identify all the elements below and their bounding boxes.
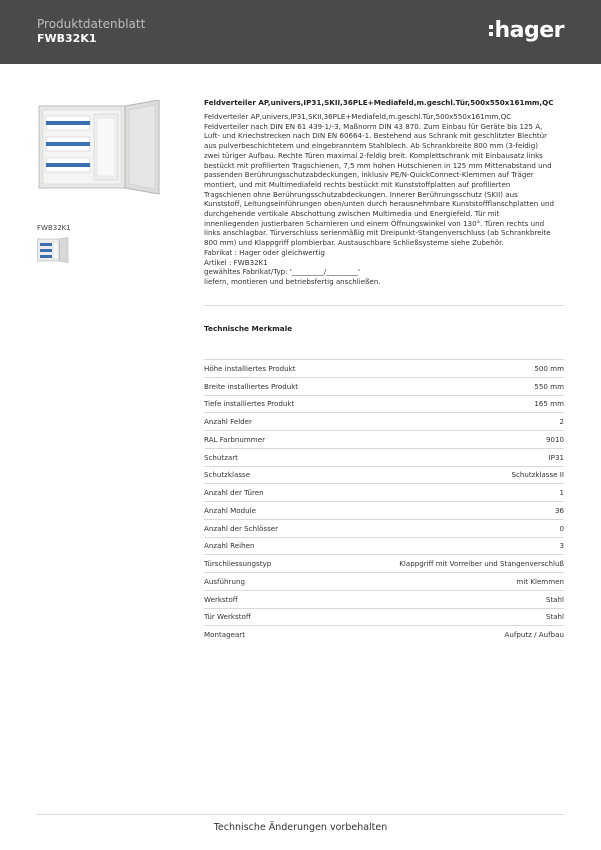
- spec-value: Stahl: [545, 612, 564, 622]
- description-line: aus pulverbeschichtetem und eingebranntem Stahlblech. Ab Schrankbreite 800 mm (3-feldig): [204, 141, 539, 151]
- spec-value: 500 mm: [534, 363, 564, 373]
- spec-value: 9010: [545, 434, 564, 444]
- spec-row: [204, 625, 564, 643]
- spec-label: Ausführung: [204, 576, 245, 586]
- description-line: gewähltes Fabrikat/Typ: '_________/_________': [204, 267, 360, 277]
- spec-row: [204, 501, 564, 519]
- spec-row: [204, 377, 564, 395]
- description-line: durchgehende vertikale Abschottung zwischen Multimedia und Energiefeld. Tür mit: [204, 209, 500, 219]
- spec-label: Anzahl Reihen: [204, 541, 255, 551]
- cabinet-thumbnail[interactable]: [37, 237, 69, 263]
- description-line: Kunststoff, Leitungseinführungen oben/unten durch herausnehmbare Kunststoffflanschplatten und: [204, 199, 555, 209]
- description-line: liefern, montieren und betriebsfertig anschließen.: [204, 276, 381, 286]
- spec-value: 0: [559, 523, 564, 533]
- spec-label: Breite installiertes Produkt: [204, 381, 299, 391]
- logo-text: hager: [494, 17, 564, 43]
- spec-value: Stahl: [545, 594, 564, 604]
- spec-row: [204, 430, 564, 448]
- description-line: innenliegenden justierbaren Scharnieren und einem Öffnungswinkel von 130°. Türen rechts und: [204, 218, 545, 228]
- spec-value: 2: [559, 417, 564, 427]
- description-line: bestückt mit profilierten Tragschienen, 7,5 mm hohen Hutschienen in 125 mm Mittenabstand und: [204, 160, 552, 170]
- spec-row: [204, 448, 564, 466]
- spec-value: IP31: [548, 452, 564, 462]
- spec-label: Anzahl der Türen: [204, 488, 264, 498]
- page-header: [0, 0, 601, 64]
- spec-label: RAL Farbnummer: [204, 434, 265, 444]
- spec-label: Anzahl der Schlösser: [204, 523, 279, 533]
- spec-label: Montageart: [204, 630, 245, 640]
- description-line: Tragschienen ohne Berührungsschutzabdeckungen. Innerer Berührungsschutz (SKII) aus: [204, 189, 518, 199]
- spec-row: [204, 572, 564, 590]
- spec-label: Werkstoff: [204, 594, 238, 604]
- spec-label: Höhe installiertes Produkt: [204, 363, 296, 373]
- spec-value: 36: [554, 505, 564, 515]
- spec-table: [204, 359, 564, 643]
- description-line: Luft- und Kriechstrecken nach DIN EN 60664-1. Bestehend aus Schrank mit geschlitzter Blechtür: [204, 131, 548, 141]
- description-line: montiert, und mit Multimediafeld rechts bestückt mit Kunststoffplatten auf profilierten: [204, 179, 511, 189]
- spec-value: 1: [559, 488, 564, 498]
- spec-label: Tür Werkstoff: [204, 612, 251, 622]
- spec-value: 165 mm: [534, 399, 564, 409]
- description-line: Fabrikat : Hager oder gleichwertig: [204, 247, 325, 257]
- spec-row: [204, 554, 564, 572]
- distribution-cabinet-image: [37, 100, 161, 196]
- spec-row: [204, 395, 564, 413]
- spec-value: 550 mm: [534, 381, 564, 391]
- spec-row: [204, 466, 564, 484]
- description-line: Feldverteiler nach DIN EN 61 439-1/-3, Maßnorm DIN 43 870. Zum Einbau für Geräte bis 125 A,: [204, 121, 543, 131]
- product-code: FWB32K1: [37, 32, 97, 45]
- product-description: [204, 112, 566, 287]
- divider: [204, 305, 564, 306]
- spec-row: [204, 590, 564, 608]
- spec-row: [204, 483, 564, 501]
- product-title: Feldverteiler AP,univers,IP31,SKII,36PLE+Mediafeld,m.geschl.Tür,500x550x161mm,QC: [204, 98, 554, 107]
- document-type: Produktdatenblatt: [37, 17, 146, 31]
- description-line: passenden Berührungsschutzabdeckungen, inklusiv PE/N-QuickConnect-Klemmen auf Träger: [204, 170, 534, 180]
- description-line: Artikel : FWB32K1: [204, 257, 268, 267]
- description-line: Feldverteiler AP,univers,IP31,SKII,36PLE+Mediafeld,m.geschl.Tür,500x550x161mm,QC: [204, 112, 512, 121]
- spec-value: 3: [559, 541, 564, 551]
- spec-label: Anzahl Module: [204, 505, 256, 515]
- spec-value: Schutzklasse II: [511, 470, 564, 480]
- description-line: 800 mm) und Klappgriff plombierbar. Austauschbare Schließsysteme siehe Zubehör.: [204, 238, 504, 248]
- spec-value: mit Klemmen: [516, 576, 564, 586]
- hager-logo: [489, 15, 564, 45]
- thumbnail-label: FWB32K1: [37, 224, 71, 232]
- spec-row: [204, 359, 564, 377]
- spec-label: Schutzklasse: [204, 470, 251, 480]
- footer-divider: [37, 814, 564, 815]
- spec-label: Tiefe installiertes Produkt: [204, 399, 295, 409]
- spec-row: [204, 537, 564, 555]
- footer-note: Technische Änderungen vorbehalten: [213, 822, 388, 833]
- description-line: zwei türiger Aufbau. Rechte Türen maximal 2-feldig breit. Komplettschrank mit Einbausatz links: [204, 150, 543, 160]
- description-line: links anschlagbar. Türverschluss serienmäßig mit Dreipunkt-Stangenverschluss (ab Schrankbreite: [204, 228, 551, 238]
- spec-label: Türschliessungstyp: [204, 559, 272, 569]
- spec-value: Aufputz / Aufbau: [504, 630, 564, 640]
- spec-row: [204, 608, 564, 626]
- spec-label: Schutzart: [204, 452, 238, 462]
- spec-value: Klappgriff mit Vorreiber und Stangenverschluß: [399, 559, 564, 569]
- spec-label: Anzahl Felder: [204, 417, 252, 427]
- spec-row: [204, 519, 564, 537]
- logo-dots-icon: [489, 25, 493, 36]
- spec-row: [204, 412, 564, 430]
- section-title-technical: Technische Merkmale: [204, 324, 293, 333]
